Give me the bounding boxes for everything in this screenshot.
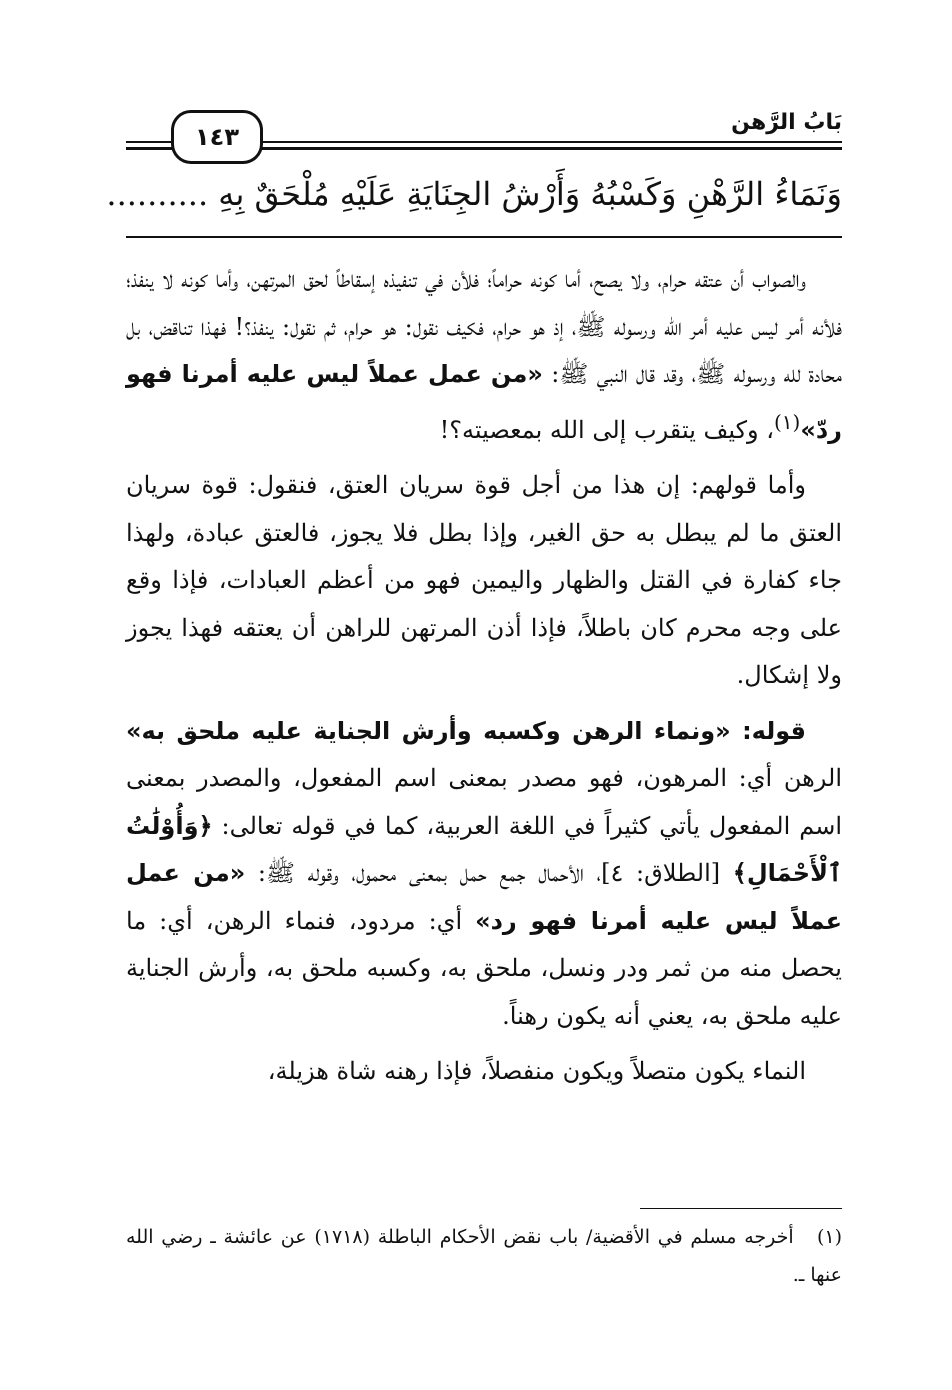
- paragraph-1-text: والصواب أن عتقه حرام، ولا يصح، أما كونه حراماً؛ فلأن في تنفيذه إسقاطاً لحق المرتهن، وأما كونه لا ينفذ؛ فلأنه أمر ليس عليه أمر الله ورسوله ﷺ، إذ هو حرام، فكيف نقول: هو حرام، ثم نقول: ينفذ؟! فهذا تناقض، بل محادة لله ورسوله ﷺ، وقد قال النبي ﷺ:: [126, 265, 843, 388]
- paragraph-3-text-2: ، الأحمال جمع حمل بمعنى محمول، وقوله ﷺ:: [245, 859, 602, 887]
- footnote-number: (١): [816, 1226, 843, 1248]
- paragraph-1-end: ، وكيف يتقرب إلى الله بمعصيته؟!: [439, 415, 774, 444]
- footnote: [126, 1218, 842, 1294]
- footnote-marker: (١): [773, 409, 801, 434]
- page-number: ١٤٣: [171, 110, 263, 164]
- footnote-text: أخرجه مسلم في الأقضية/ باب نقض الأحكام الباطلة (١٧١٨) عن عائشة ـ رضي الله عنها ـ.: [126, 1226, 842, 1286]
- hadith-quote: «من عمل عملاً ليس عليه أمرنا فهو ردّ»: [126, 360, 842, 444]
- page-header: [126, 100, 842, 160]
- paragraph-3: [126, 708, 842, 1041]
- matn-line: وَنَمَاءُ الرَّهْنِ وَكَسْبُهُ وَأَرْشُ الجِنَايَةِ عَلَيْهِ مُلْحَقٌ بِهِ ..........: [106, 175, 842, 213]
- ayah-reference: [الطلاق: ٤]: [601, 859, 733, 887]
- paragraph-1: [126, 256, 842, 454]
- commentary-body: [126, 256, 842, 1104]
- hadith-quote-2: «من عمل عملاً ليس عليه أمرنا فهو رد»: [126, 859, 842, 935]
- paragraph-3-text: الرهن أي: المرهون، فهو مصدر بمعنى اسم المفعول، والمصدر بمعنى اسم المفعول يأتي كثيراً في اللغة العربية، كما في قوله تعالى:: [126, 764, 842, 840]
- paragraph-4: النماء يكون متصلاً ويكون منفصلاً، فإذا رهنه شاة هزيلة،: [267, 1057, 806, 1085]
- paragraph-2: وأما قولهم: إن هذا من أجل قوة سريان العتق، فنقول: قوة سريان العتق ما لم يبطل به حق الغير، وإذا بطل فلا يجوز، فالعتق عبادة، ولهذا جاء كفارة في القتل والظهار واليمين فهو من أعظم العبادات، فإذا وقع على وجه محرم كان باطلاً، فإذا أذن المرتهن للراهن أن يعتقه فهذا يجوز ولا إشكال.: [126, 471, 842, 689]
- quran-ayah: ﴿وَأُوْلَٰتُ ٱلْأَحْمَالِ﴾: [126, 811, 842, 887]
- matn-divider: [126, 236, 842, 238]
- footnote-divider: [640, 1208, 842, 1209]
- paragraph-3-text-3: أي: مردود، فنماء الرهن، أي: ما يحصل منه من ثمر ودر ونسل، ملحق به، وكسبه ملحق به، وأرش الجناية عليه ملحق به، يعني أنه يكون رهناً.: [126, 906, 842, 1030]
- chapter-title: بَابُ الرَّهن: [731, 110, 842, 135]
- qawluhu-lead: قوله: «ونماء الرهن وكسبه وأرش الجناية عليه ملحق به»: [126, 716, 806, 745]
